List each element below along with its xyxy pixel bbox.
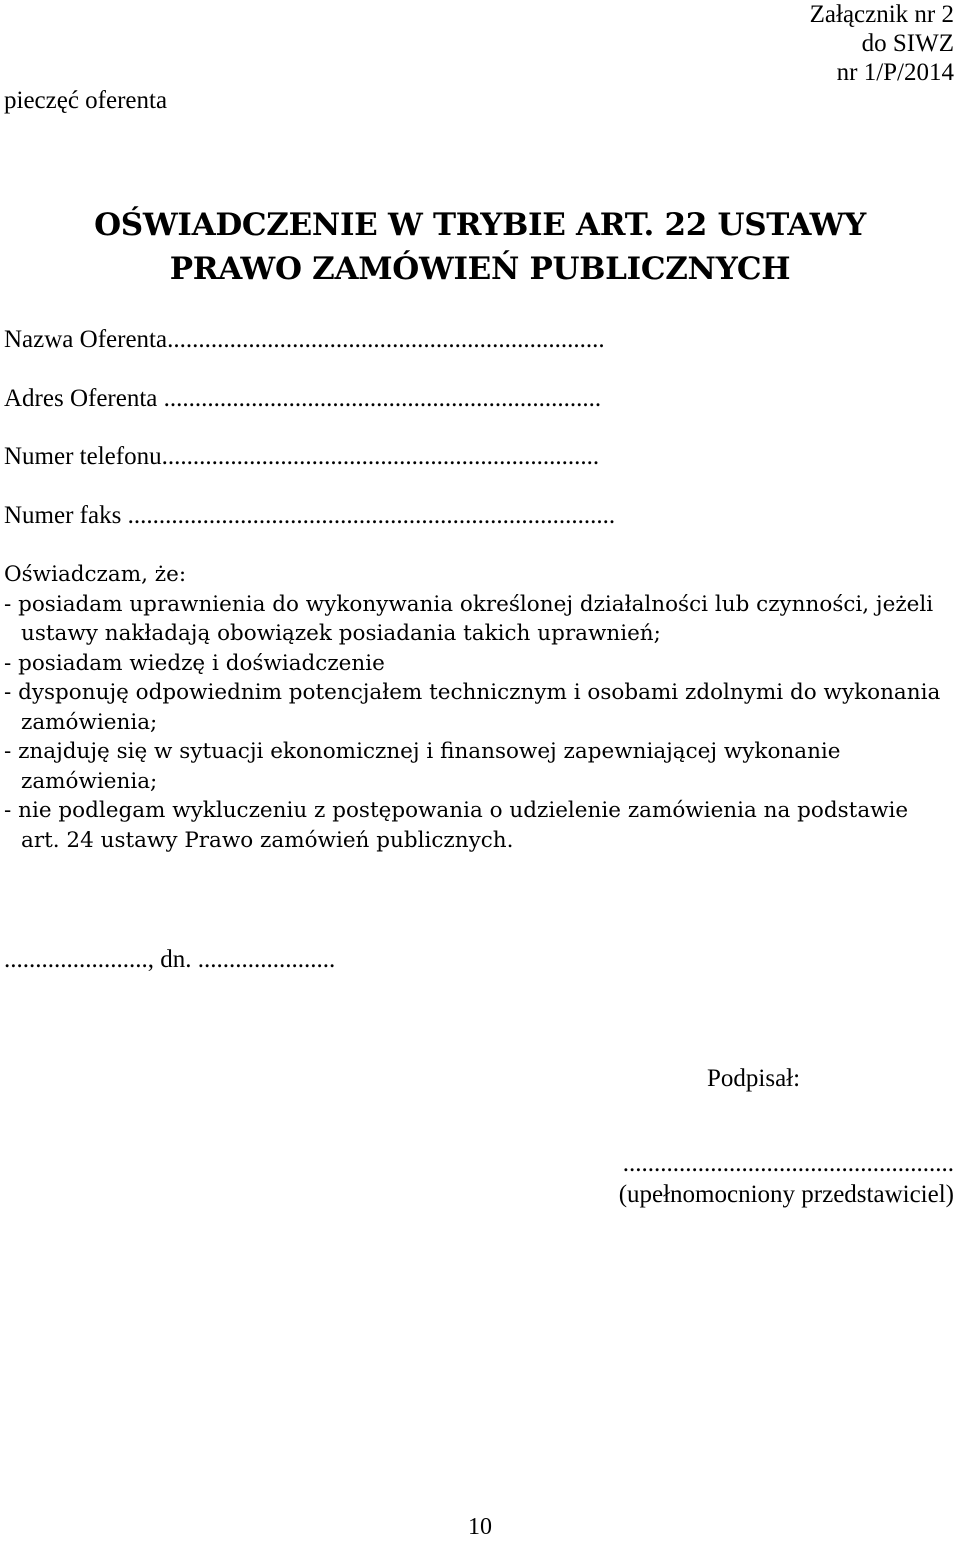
- annex-reference: [810, 0, 954, 87]
- declaration-item-financial-situation: - znajduję się w sytuacji ekonomicznej i finansowej zapewniającej wykonanie zamówienia;: [4, 739, 841, 794]
- signature-caption: (upełnomocniony przedstawiciel): [618, 1181, 954, 1208]
- bidder-stamp-label: pieczęć oferenta: [4, 87, 168, 114]
- page-number: 10: [468, 1514, 492, 1540]
- signed-label: Podpisał:: [707, 1065, 801, 1092]
- phone-number-field: Numer telefonu......................................................................: [4, 443, 600, 470]
- place-and-date-line: ......................., dn. ......................: [4, 946, 336, 973]
- signature-line: .....................................................: [622, 1150, 954, 1177]
- signature-block: [619, 1148, 954, 1210]
- bidder-fields: [4, 322, 615, 556]
- declaration-item-technical-capacity: - dysponuję odpowiednim potencjałem technicznym i osobami zdolnymi do wykonania zamówienia;: [4, 680, 941, 735]
- fax-number-field: Numer faks ..............................................................................: [4, 501, 616, 529]
- declaration-section: [4, 560, 944, 855]
- declaration-item-no-exclusion: - nie podlegam wykluczeniu z postępowania o udzielenie zamówienia na podstawie art. 24 ustawy Prawo zamówień publicznych.: [4, 798, 909, 853]
- title-line-2: PRAWO ZAMÓWIEŃ PUBLICZNYCH: [169, 251, 791, 287]
- declaration-item-licences: - posiadam uprawnienia do wykonywania określonej działalności lub czynności, jeżeli ustawy nakładają obowiązek posiadania takich uprawnień;: [4, 591, 934, 646]
- annex-siwz: do SIWZ: [861, 30, 954, 57]
- annex-number: Załącznik nr 2: [809, 1, 954, 28]
- annex-tender-number: nr 1/P/2014: [836, 59, 954, 86]
- bidder-name-field: Nazwa Oferenta......................................................................: [4, 326, 605, 353]
- declaration-intro: Oświadczam, że:: [4, 562, 187, 587]
- bidder-address-field: Adres Oferenta ......................................................................: [4, 384, 602, 412]
- title-line-1: OŚWIADCZENIE W TRYBIE ART. 22 USTAWY: [94, 207, 866, 243]
- declaration-item-experience: - posiadam wiedzę i doświadczenie: [4, 650, 385, 676]
- document-title: [0, 203, 960, 291]
